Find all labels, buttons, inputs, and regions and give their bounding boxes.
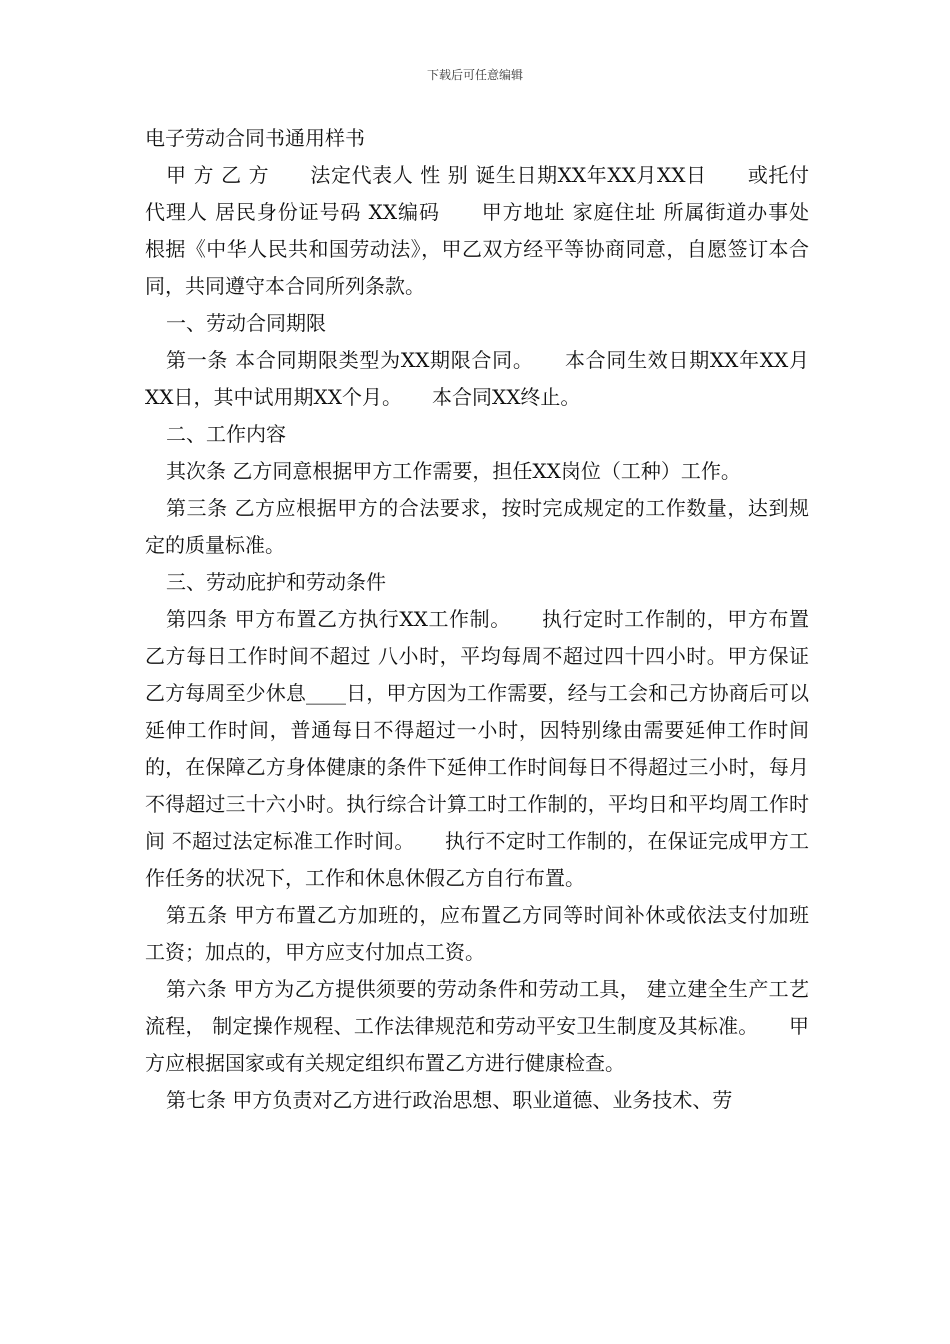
- article-6: 第六条 甲方为乙方提供须要的劳动条件和劳动工具， 建立建全生产工艺流程， 制定操作规程、工作法律规范和劳动平安卫生制度及其标准。 甲方应根据国家或有关规定组织布置乙方进行健康检查。: [145, 977, 809, 1075]
- section-heading-protection: 三、劳动庇护和劳动条件: [166, 570, 386, 594]
- section-heading-term: 一、劳动合同期限: [166, 311, 326, 335]
- intro-paragraph: 甲 方 乙 方 法定代表人 性 别 诞生日期XX年XX月XX日 或托付代理人 居民身份证号码 XX编码 甲方地址 家庭住址 所属街道办事处 根据《中华人民共和国劳动法》，甲乙双方经平等协商同意，自愿签订本合同，共同遵守本合同所列条款。: [145, 163, 849, 298]
- article-5: 第五条 甲方布置乙方加班的，应布置乙方同等时间补休或依法支付加班工资；加点的，甲方应支付加点工资。: [145, 903, 809, 964]
- article-3: 第三条 乙方应根据甲方的合法要求，按时完成规定的工作数量，达到规定的质量标准。: [145, 496, 809, 557]
- document-title: 电子劳动合同书通用样书: [145, 126, 365, 150]
- article-1: 第一条 本合同期限类型为XX期限合同。 本合同生效日期XX年XX月XX日，其中试用期XX个月。 本合同XX终止。: [145, 348, 809, 409]
- document-body: [145, 120, 849, 1119]
- section-heading-work: 二、工作内容: [166, 422, 286, 446]
- article-4: 第四条 甲方布置乙方执行XX工作制。 执行定时工作制的，甲方布置乙方每日工作时间不超过 八小时，平均每周不超过四十四小时。甲方保证乙方每周至少休息____日，甲方因为工作需要，经与工会和己方协商后可以延伸工作时间，普通每日不得超过一小时，因特别缘由需要延伸工作时间的，在保障乙方身体健康的条件下延伸工作时间每日不得超过三小时，每月不得超过三十六小时。执行综合计算工时工作制的，平均日和平均周工作时间 不超过法定标准工作时间。 执行不定时工作制的，在保证完成甲方工作任务的状况下，工作和休息休假乙方自行布置。: [145, 607, 809, 890]
- article-7: 第七条 甲方负责对乙方进行政治思想、职业道德、业务技术、劳: [166, 1088, 733, 1112]
- page-header: 下载后可任意编辑: [426, 68, 523, 82]
- article-2: 其次条 乙方同意根据甲方工作需要，担任XX岗位（工种）工作。: [166, 459, 741, 483]
